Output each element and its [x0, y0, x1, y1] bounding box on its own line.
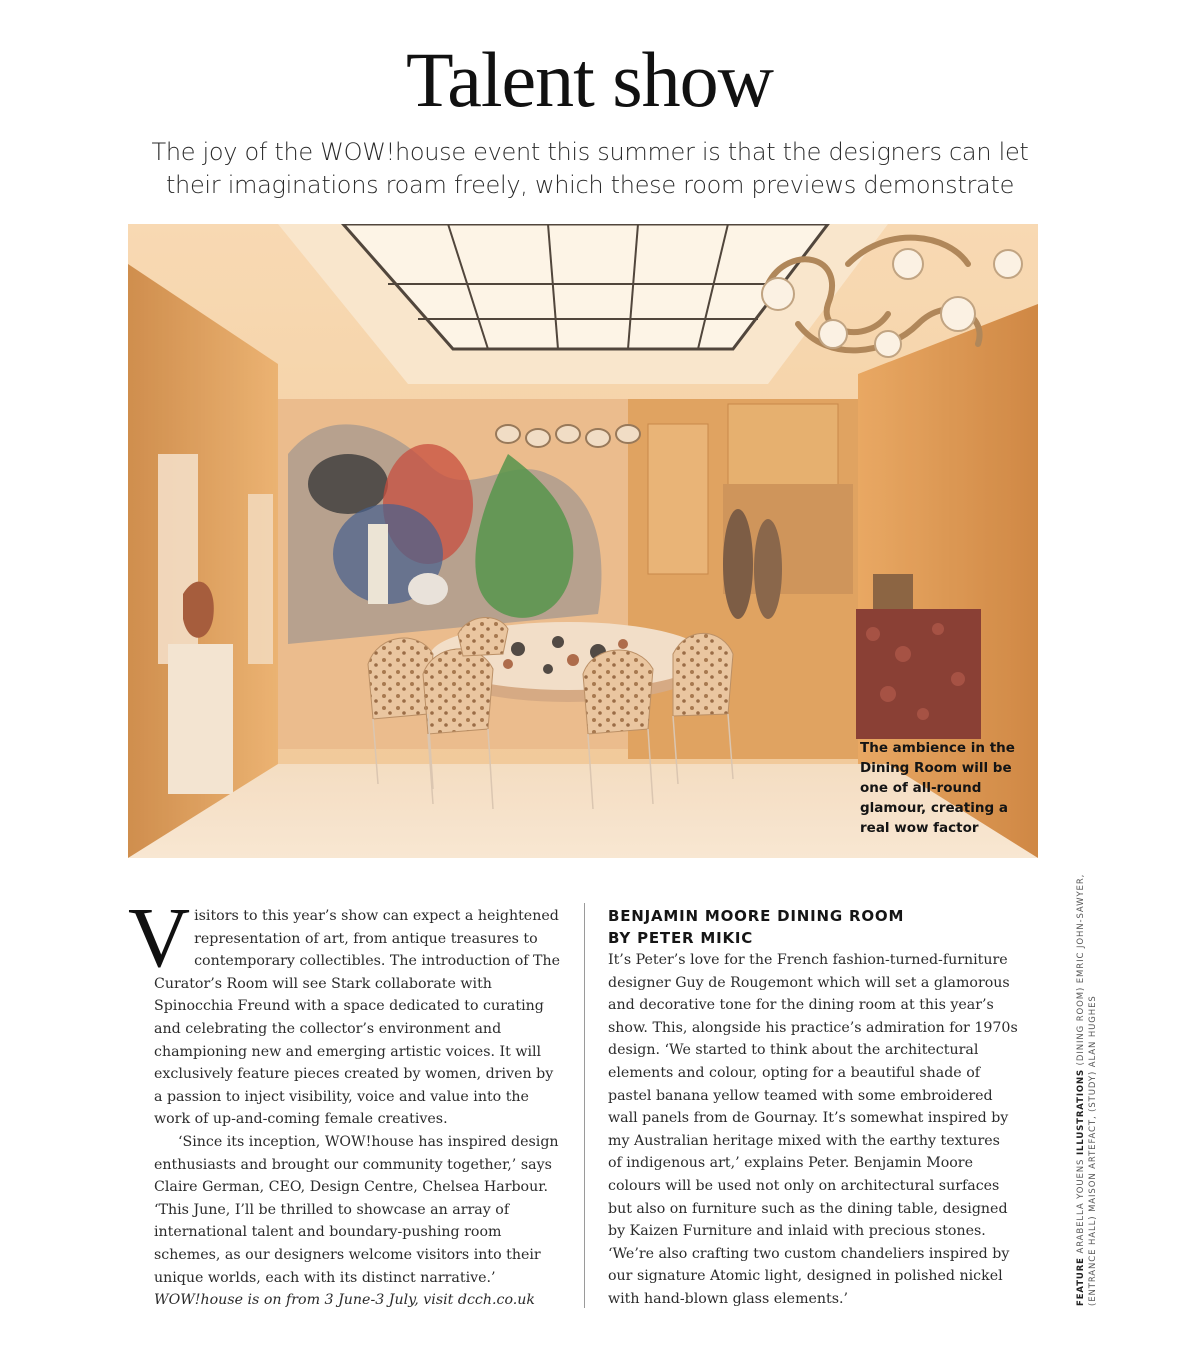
- page-title: Talent show: [406, 36, 773, 123]
- dining-room-illustration: [128, 224, 1038, 858]
- intro-paragraph-text: isitors to this year’s show can expect a heightened representation of art, from antique treasures to contemporary collectibles. The introduction of The Curator’s Room will see Stark collaborate with Spinocchia Freund with a space dedicated to curating and celebrating the collector’s environment and championing new and emerging artistic voices. It will exclusively feature pieces created by women, driven by a passion to inject visibility, voice and value into the work of up-and-coming female creatives.: [154, 908, 561, 1128]
- dining-room-paragraph: It’s Peter’s love for the French fashion-turned-furniture designer Guy de Rougemont which will set a glamorous and decorative tone for the dining room at this year’s show. This, alongside his practice’s admiration for 1970s design. ‘We started to think about the architectural elements and colour, opting for a beautiful shade of pastel banana yellow teamed with some embroidered wall panels from de Gournay. It’s somewhat inspired by my Australian heritage mixed with the earthy textures of indigenous art,’ explains Peter. Benjamin Moore colours will be used not only on architectural surfaces but also on furniture such as the dining table, designed by Kaizen Furniture and inlaid with precious stones. ‘We’re also crafting two custom chandeliers inspired by our signature Atomic light, designed in polished nickel with hand-blown glass elements.’: [608, 952, 1018, 1307]
- column-divider: [584, 903, 585, 1308]
- feature-label: FEATURE: [1076, 1257, 1086, 1306]
- subhead-line-2: BY PETER MIKIC: [608, 929, 754, 947]
- drop-cap: V: [128, 889, 191, 985]
- illustrations-label: ILLUSTRATIONS: [1076, 1068, 1086, 1156]
- standfirst: The joy of the WOW!house event this summer is that the designers can let their imaginations roam freely, which these room previews demonstrate: [151, 138, 1029, 199]
- page-credits: [1075, 873, 1099, 1306]
- intro-paragraph: [128, 889, 564, 1131]
- credits-line-1: [1075, 873, 1087, 1306]
- section-subhead: [608, 905, 1018, 949]
- feature-name: ARABELLA YOUENS: [1076, 1158, 1086, 1254]
- right-column: [608, 905, 1018, 1311]
- quote-paragraph: ‘Since its inception, WOW!house has inspired design enthusiasts and brought our community together,’ says Claire German, CEO, Design Centre, Chelsea Harbour. ‘This June, I’ll be thrilled to showcase an array of international talent and boundary-pushing room schemes, as our designers welcome visitors into their unique worlds, each with its distinct narrative.’: [154, 1133, 559, 1286]
- image-caption: The ambience in the Dining Room will be one of all-round glamour, creating a real wow factor: [860, 740, 1015, 836]
- left-column: [128, 889, 564, 1312]
- subhead-line-1: BENJAMIN MOORE DINING ROOM: [608, 907, 905, 925]
- illustrations-credit-1: (DINING ROOM) EMRIC JOHN-SAWYER,: [1076, 873, 1086, 1066]
- event-info: WOW!house is on from 3 June-3 July, visit dcch.co.uk: [154, 1292, 535, 1309]
- illustrations-credit-2: (ENTRANCE HALL) MAISON ARTEFACT, (STUDY) ALAN HUGHES: [1088, 995, 1098, 1306]
